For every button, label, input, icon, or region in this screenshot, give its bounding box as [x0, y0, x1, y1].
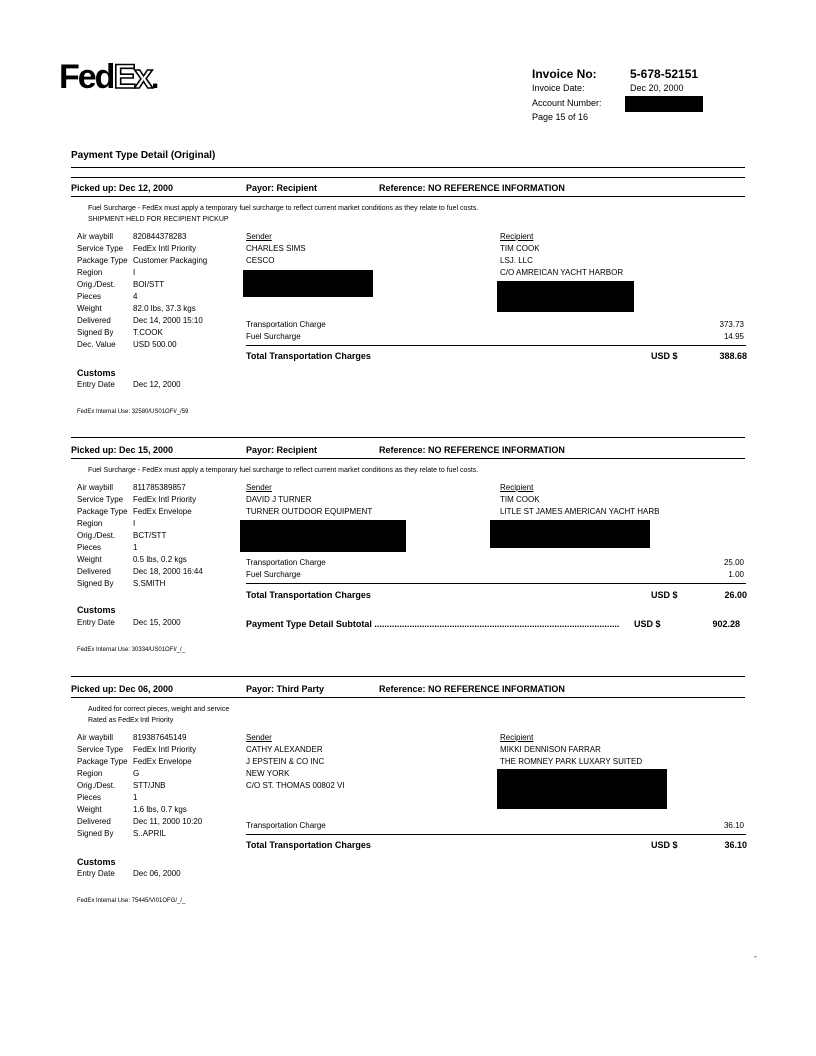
s2-signed-by: S.SMITH	[133, 579, 166, 588]
s3-internal-use: FedEx Internal Use: 75445/VI01OFG/_/_	[77, 898, 186, 904]
s1-label-dec-value: Dec. Value	[77, 340, 116, 349]
s3-pieces: 1	[133, 793, 138, 802]
s2-label-weight: Weight	[77, 555, 102, 564]
s1-label-delivered: Delivered	[77, 316, 111, 325]
s3-entry-date-label: Entry Date	[77, 869, 115, 878]
s3-sender-line-2: J EPSTEIN & CO INC	[246, 757, 325, 766]
s1-service-type: FedEx Intl Priority	[133, 244, 197, 253]
s1-recipient-label: Recipient	[500, 232, 534, 241]
s3-transportation-charge-label: Transportation Charge	[246, 821, 326, 830]
s1-customs-label: Customs	[77, 368, 116, 378]
s3-label-orig-dest: Orig./Dest.	[77, 781, 116, 790]
s2-sender-label: Sender	[246, 483, 272, 492]
s2-service-type: FedEx Intl Priority	[133, 495, 197, 504]
s3-weight: 1.6 lbs, 0.7 kgs	[133, 805, 187, 814]
invoice-no-value: 5-678-52151	[630, 67, 699, 81]
subtotal-label: Payment Type Detail Subtotal ..................................................................................................	[246, 619, 620, 629]
page-number: Page 15 of 16	[532, 112, 589, 122]
s1-fuel-surcharge-label: Fuel Surcharge	[246, 332, 301, 341]
s3-orig-dest: STT/JNB	[133, 781, 166, 790]
s1-entry-date-label: Entry Date	[77, 380, 115, 389]
s1-sender-label: Sender	[246, 232, 272, 241]
s1-label-orig-dest: Orig./Dest.	[77, 280, 116, 289]
shipment-2-header-rule	[71, 458, 745, 459]
s1-sender-line-2: CESCO	[246, 256, 275, 265]
s2-orig-dest: BCT/STT	[133, 531, 167, 540]
s2-sender-address-redaction	[240, 520, 406, 552]
subtotal-value: 902.28	[712, 619, 740, 629]
shipment-1-picked-up: Picked up: Dec 12, 2000	[71, 183, 174, 193]
s2-transportation-charge-label: Transportation Charge	[246, 558, 326, 567]
shipment-3-top-rule	[71, 676, 745, 677]
s1-transportation-charge-label: Transportation Charge	[246, 320, 326, 329]
shipment-3-reference: Reference: NO REFERENCE INFORMATION	[379, 684, 565, 694]
s2-entry-date-label: Entry Date	[77, 618, 115, 627]
s1-air-waybill: 820844378283	[133, 232, 187, 241]
shipment-1-payor: Payor: Recipient	[246, 183, 318, 193]
s3-delivered: Dec 11, 2000 10:20	[133, 817, 203, 826]
shipment-3-note-2: Rated as FedEx Intl Priority	[88, 717, 174, 724]
s3-total-label: Total Transportation Charges	[246, 840, 371, 850]
s2-air-waybill: 811785389857	[133, 483, 186, 492]
s3-air-waybill: 819387645149	[133, 733, 187, 742]
shipment-1-note-1: Fuel Surcharge - FedEx must apply a temporary fuel surcharge to reflect current market conditions as they relate to fuel costs.	[88, 205, 479, 212]
s3-signed-by: S..APRIL	[133, 829, 166, 838]
invoice-date-label: Invoice Date:	[532, 83, 585, 93]
s3-label-package-type: Package Type	[77, 757, 128, 766]
s2-region: I	[133, 519, 136, 528]
account-number-redaction	[625, 96, 703, 112]
s1-label-signed-by: Signed By	[77, 328, 114, 337]
s3-label-air-waybill: Air waybill	[77, 733, 114, 742]
s1-dec-value: USD 500.00	[133, 340, 177, 349]
s3-customs-label: Customs	[77, 857, 116, 867]
subtotal-currency: USD $	[634, 619, 661, 629]
shipment-1-top-rule	[71, 177, 745, 178]
s2-label-signed-by: Signed By	[77, 579, 114, 588]
s2-label-service-type: Service Type	[77, 495, 124, 504]
s1-weight: 82.0 lbs, 37.3 kgs	[133, 304, 196, 313]
s2-pieces: 1	[133, 543, 138, 552]
s3-sender-line-3: NEW YORK	[246, 769, 290, 778]
s1-label-package-type: Package Type	[77, 256, 128, 265]
logo-fed-text: Fed	[59, 58, 114, 96]
s1-total-currency: USD $	[651, 351, 678, 361]
s3-package-type: FedEx Envelope	[133, 757, 192, 766]
s3-sender-label: Sender	[246, 733, 272, 742]
s2-recipient-line-1: TIM COOK	[500, 495, 540, 504]
shipment-1-reference: Reference: NO REFERENCE INFORMATION	[379, 183, 565, 193]
s2-package-type: FedEx Envelope	[133, 507, 192, 516]
s3-total-currency: USD $	[651, 840, 678, 850]
s3-recipient-address-redaction	[497, 769, 667, 809]
s1-internal-use: FedEx Internal Use: 32580/US01OFI/_/59	[77, 409, 189, 415]
s3-recipient-line-2: THE ROMNEY PARK LUXARY SUITED	[500, 757, 643, 766]
s2-sender-line-1: DAVID J TURNER	[246, 495, 312, 504]
s3-sender-line-1: CATHY ALEXANDER	[246, 745, 323, 754]
s2-label-air-waybill: Air waybill	[77, 483, 114, 492]
shipment-3-payor: Payor: Third Party	[246, 684, 325, 694]
s2-customs-label: Customs	[77, 605, 116, 615]
s3-label-signed-by: Signed By	[77, 829, 114, 838]
s1-transportation-charge: 373.73	[719, 320, 744, 329]
shipment-2-payor: Payor: Recipient	[246, 445, 318, 455]
s2-transportation-charge: 25.00	[723, 558, 744, 567]
shipment-3-picked-up: Picked up: Dec 06, 2000	[71, 684, 174, 694]
s2-label-region: Region	[77, 519, 103, 528]
s2-recipient-line-2: LITLE ST JAMES AMERICAN YACHT HARB	[500, 507, 660, 516]
logo-dot: .	[151, 62, 160, 95]
s3-label-region: Region	[77, 769, 103, 778]
s1-total-label: Total Transportation Charges	[246, 351, 371, 361]
s3-label-weight: Weight	[77, 805, 102, 814]
s1-pieces: 4	[133, 292, 138, 301]
s2-sender-line-2: TURNER OUTDOOR EQUIPMENT	[246, 507, 373, 516]
s3-total-value: 36.10	[724, 840, 747, 850]
fedex-logo	[59, 58, 159, 97]
s1-label-weight: Weight	[77, 304, 102, 313]
shipment-3-note-1: Audited for correct pieces, weight and service	[88, 706, 230, 713]
s1-signed-by: T.COOK	[133, 328, 163, 337]
s2-total-value: 26.00	[724, 590, 747, 600]
s2-recipient-label: Recipient	[500, 483, 534, 492]
s1-package-type: Customer Packaging	[133, 256, 208, 265]
shipment-1-header-rule	[71, 196, 745, 197]
s3-entry-date: Dec 06, 2000	[133, 869, 181, 878]
invoice-date-value: Dec 20, 2000	[630, 83, 684, 93]
s3-transportation-charge: 36.10	[723, 821, 744, 830]
s1-sender-address-redaction	[243, 270, 373, 297]
s2-weight: 0.5 lbs, 0.2 kgs	[133, 555, 187, 564]
s1-label-region: Region	[77, 268, 103, 277]
s2-entry-date: Dec 15, 2000	[133, 618, 181, 627]
s1-label-pieces: Pieces	[77, 292, 102, 301]
s2-label-delivered: Delivered	[77, 567, 111, 576]
s3-label-service-type: Service Type	[77, 745, 124, 754]
s1-label-air-waybill: Air waybill	[77, 232, 114, 241]
s1-recipient-line-3: C/O AMREICAN YACHT HARBOR	[500, 268, 624, 277]
s3-label-delivered: Delivered	[77, 817, 111, 826]
s2-recipient-address-redaction	[490, 520, 650, 548]
s1-recipient-line-2: LSJ. LLC	[500, 256, 533, 265]
s1-label-service-type: Service Type	[77, 244, 124, 253]
s3-recipient-label: Recipient	[500, 733, 534, 742]
s2-label-orig-dest: Orig./Dest.	[77, 531, 116, 540]
section-title: Payment Type Detail (Original)	[71, 150, 216, 161]
s1-recipient-line-1: TIM COOK	[500, 244, 540, 253]
shipment-2-picked-up: Picked up: Dec 15, 2000	[71, 445, 174, 455]
s2-total-currency: USD $	[651, 590, 678, 600]
s1-total-value: 388.68	[719, 351, 747, 361]
s1-total-rule	[246, 345, 746, 346]
s1-delivered: Dec 14, 2000 15:10	[133, 316, 203, 325]
s2-internal-use: FedEx Internal Use: 30334/US01OFI/_/_	[77, 647, 186, 653]
s3-sender-line-4: C/O ST. THOMAS 00802 VI	[246, 781, 345, 790]
s2-delivered: Dec 18, 2000 16:44	[133, 567, 203, 576]
s3-recipient-line-1: MIKKI DENNISON FARRAR	[500, 745, 601, 754]
s3-label-pieces: Pieces	[77, 793, 102, 802]
s2-label-pieces: Pieces	[77, 543, 102, 552]
account-number-label: Account Number:	[532, 98, 602, 108]
s1-recipient-address-redaction	[497, 281, 634, 312]
shipment-2-reference: Reference: NO REFERENCE INFORMATION	[379, 445, 565, 455]
s3-service-type: FedEx Intl Priority	[133, 745, 197, 754]
shipment-2-note-1: Fuel Surcharge - FedEx must apply a temporary fuel surcharge to reflect current market conditions as they relate to fuel costs.	[88, 467, 479, 474]
s3-region: G	[133, 769, 140, 778]
s2-fuel-surcharge: 1.00	[728, 570, 744, 579]
s2-total-rule	[246, 583, 746, 584]
s1-orig-dest: BOI/STT	[133, 280, 165, 289]
logo-ex-text: Ex	[113, 58, 152, 96]
s2-label-package-type: Package Type	[77, 507, 128, 516]
section-divider	[71, 167, 745, 168]
s3-total-rule	[246, 834, 746, 835]
s1-entry-date: Dec 12, 2000	[133, 380, 181, 389]
shipment-1-note-2: SHIPMENT HELD FOR RECIPIENT PICKUP	[88, 216, 229, 223]
shipment-3-header-rule	[71, 697, 745, 698]
s2-fuel-surcharge-label: Fuel Surcharge	[246, 570, 301, 579]
s1-region: I	[133, 268, 136, 277]
s2-total-label: Total Transportation Charges	[246, 590, 371, 600]
footer-mark: -	[754, 952, 757, 961]
shipment-2-top-rule	[71, 437, 745, 438]
s1-sender-line-1: CHARLES SIMS	[246, 244, 306, 253]
s1-fuel-surcharge: 14.95	[723, 332, 744, 341]
invoice-no-label: Invoice No:	[532, 67, 597, 81]
